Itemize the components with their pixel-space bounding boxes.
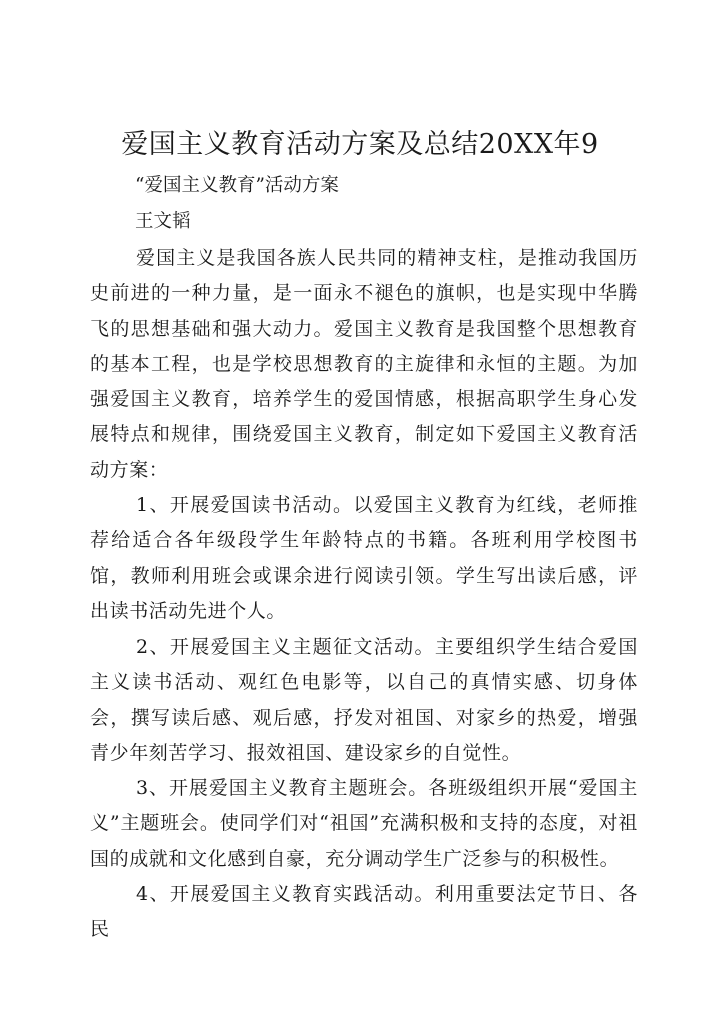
document-title: 爱国主义教育活动方案及总结20XX年9 <box>121 129 599 160</box>
document-subtitle: “爱国主义教育”活动方案 <box>135 175 339 196</box>
body-paragraph-item-1: 1、开展爱国读书活动。以爱国主义教育为红线，老师推荐给适合各年级段学生年龄特点的书籍。各班利用学校图书馆，教师利用班会或课余进行阅读引领。学生写出读后感，评出读书活动先进个人。 <box>90 494 638 622</box>
document-author: 王文韬 <box>135 211 191 232</box>
body-paragraph-item-3: 3、开展爱国主义教育主题班会。各班级组织开展“爱国主义”主题班会。使同学们对“祖国”充满积极和支持的态度，对祖国的成就和文化感到自豪，充分调动学生广泛参与的积极性。 <box>90 777 638 870</box>
body-paragraph-item-2: 2、开展爱国主义主题征文活动。主要组织学生结合爱国主义读书活动、观红色电影等，以自己的真情实感、切身体会，撰写读后感、观后感，抒发对祖国、对家乡的热爱，增强青少年刻苦学习、报效祖国、建设家乡的自觉性。 <box>90 636 638 764</box>
body-paragraph-intro: 爱国主义是我国各族人民共同的精神支柱，是推动我国历史前进的一种力量，是一面永不褪色的旗帜，也是实现中华腾飞的思想基础和强大动力。爱国主义教育是我国整个思想教育的基本工程，也是学校思想教育的主旋律和永恒的主题。为加强爱国主义教育，培养学生的爱国情感，根据高职学生身心发展特点和规律，围绕爱国主义教育，制定如下爱国主义教育活动方案： <box>90 247 638 481</box>
body-paragraph-item-4: 4、开展爱国主义教育实践活动。利用重要法定节日、各民 <box>90 883 638 941</box>
